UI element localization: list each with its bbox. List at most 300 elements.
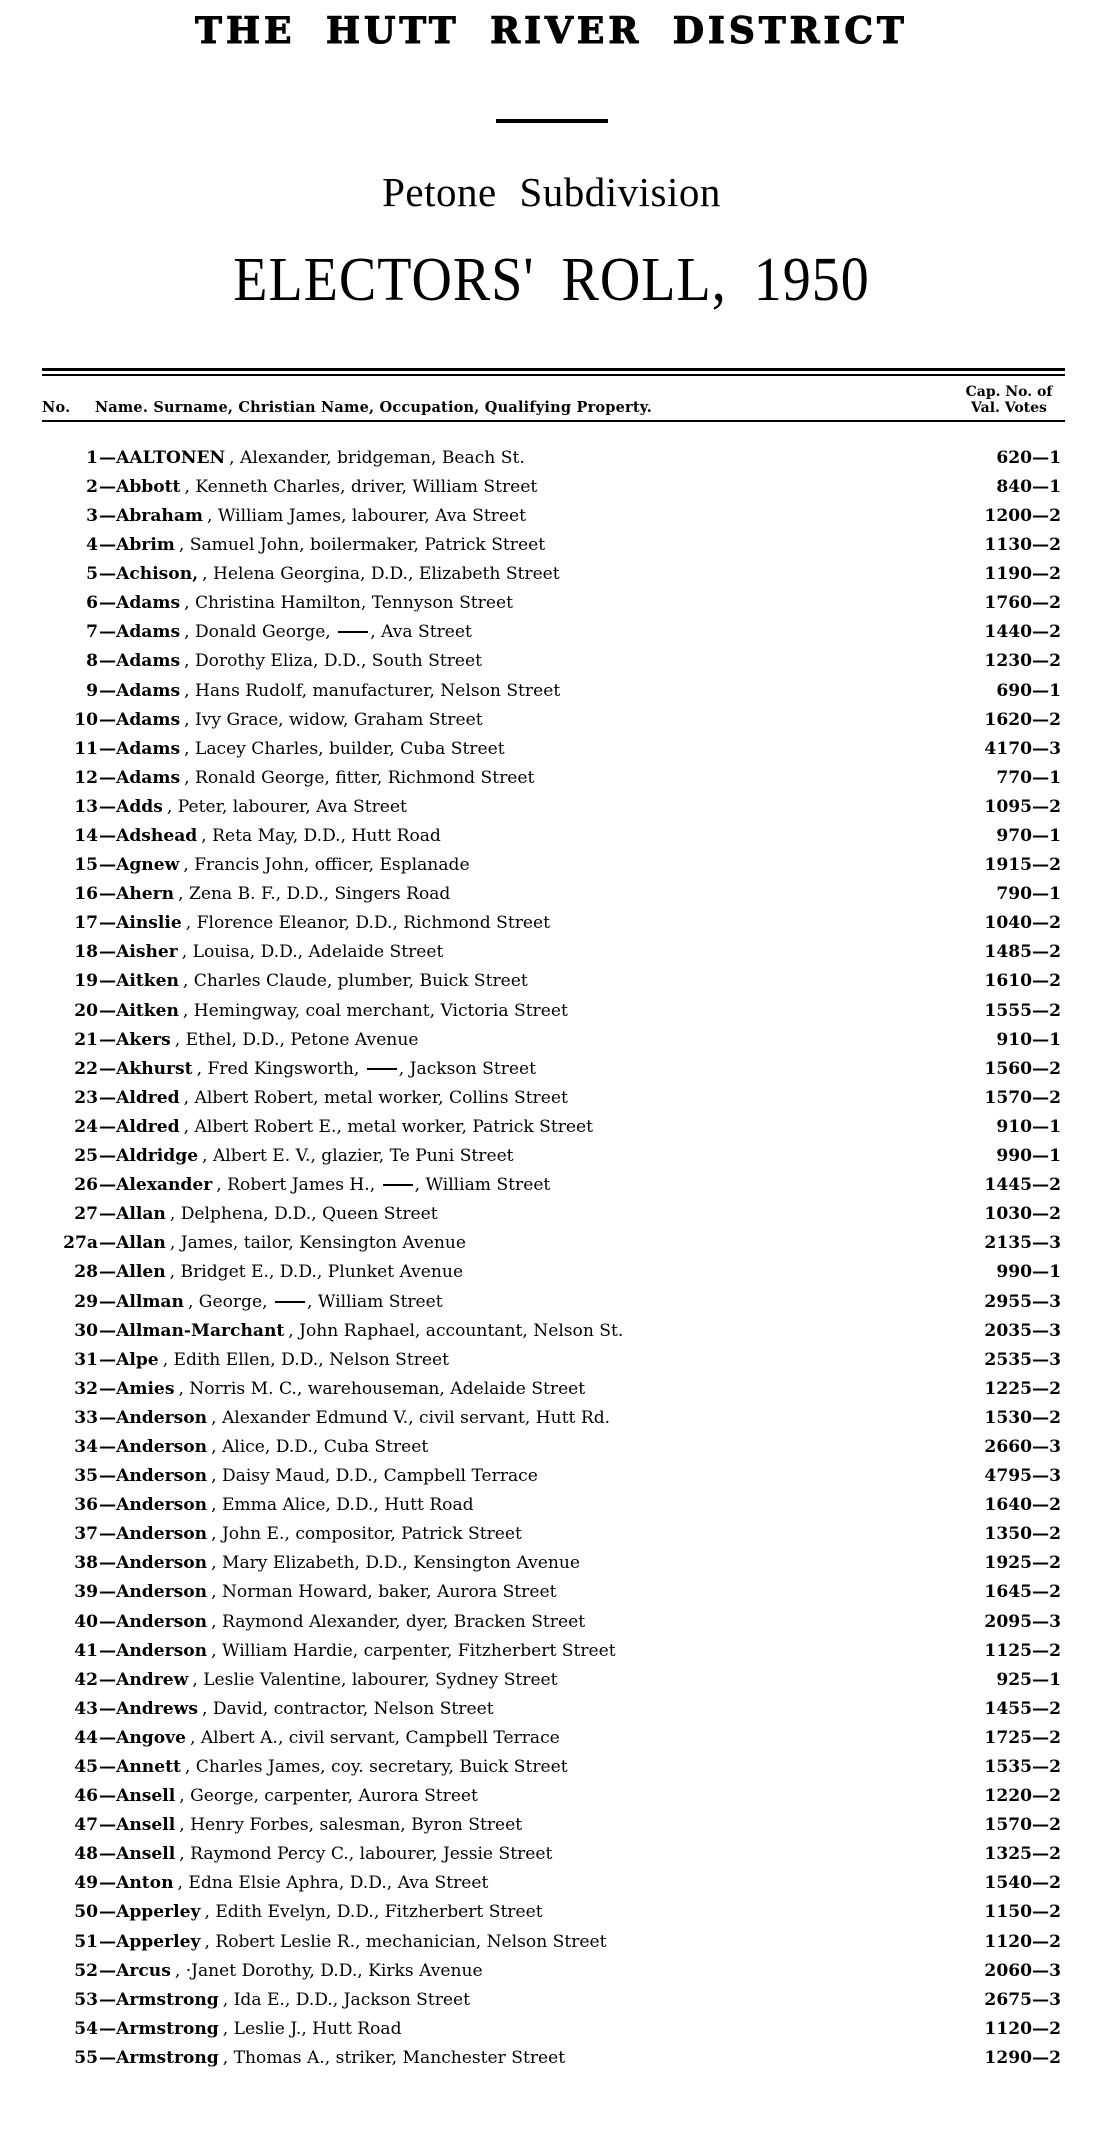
table-row xyxy=(42,1666,1065,1695)
entry-details: , Raymond Alexander, dyer, Bracken Street xyxy=(211,1611,586,1632)
entry-number-dash: — xyxy=(99,884,116,905)
entry-number-dash: — xyxy=(99,476,116,497)
entry-number: 34 xyxy=(74,1436,98,1457)
entry-details: , George, carpenter, Aurora Street xyxy=(179,1786,478,1807)
entry-cap-val-votes: 1485—2 xyxy=(984,942,1061,963)
entry-number: 6 xyxy=(86,593,98,614)
table-row xyxy=(42,1055,1065,1084)
entry-number: 50 xyxy=(74,1902,98,1923)
entry-number-dash: — xyxy=(99,1175,116,1196)
entry-surname: Anton xyxy=(116,1873,174,1894)
entry-cap-val-votes: 1555—2 xyxy=(984,1000,1061,1021)
entry-surname: Ansell xyxy=(116,1815,176,1836)
entry-number: 22 xyxy=(74,1058,98,1079)
entry-number-dash: — xyxy=(99,1873,116,1894)
table-row xyxy=(42,851,1065,880)
entry-surname: Apperley xyxy=(116,1931,201,1952)
table-row xyxy=(42,502,1065,531)
table-top-rule xyxy=(42,368,1065,371)
entry-number: 21 xyxy=(74,1029,98,1050)
table-row xyxy=(42,1753,1065,1782)
entry-details: , William Hardie, carpenter, Fitzherbert Street xyxy=(211,1640,616,1661)
entry-surname: Aldred xyxy=(116,1116,180,1137)
entry-details: , Norman Howard, baker, Aurora Street xyxy=(211,1582,557,1603)
entry-details: , Helena Georgina, D.D., Elizabeth Street xyxy=(202,564,560,585)
entry-cap-val-votes: 1125—2 xyxy=(984,1640,1061,1661)
entry-surname: Akhurst xyxy=(116,1058,193,1079)
entry-details: , Edith Evelyn, D.D., Fitzherbert Street xyxy=(204,1902,543,1923)
entry-details: , Louisa, D.D., Adelaide Street xyxy=(181,942,444,963)
entry-cap-val-votes: 990—1 xyxy=(996,1262,1061,1283)
entry-number-dash: — xyxy=(99,1698,116,1719)
entry-surname: Armstrong xyxy=(116,2018,219,2039)
entry-details: , Fred Kingsworth, , Jackson Street xyxy=(196,1058,536,1079)
entry-cap-val-votes: 1725—2 xyxy=(984,1727,1061,1748)
entry-cap-val-votes: 1200—2 xyxy=(984,505,1061,526)
entry-number-dash: — xyxy=(99,1640,116,1661)
entry-details: , Leslie Valentine, labourer, Sydney Street xyxy=(192,1669,558,1690)
column-header-line-1: Cap. No. of xyxy=(965,383,1053,400)
entry-number: 20 xyxy=(74,1000,98,1021)
entry-number: 40 xyxy=(74,1611,98,1632)
table-row xyxy=(42,618,1065,647)
entry-cap-val-votes: 1915—2 xyxy=(984,855,1061,876)
table-row xyxy=(42,531,1065,560)
entry-surname: Allan xyxy=(116,1204,166,1225)
entry-number: 37 xyxy=(74,1524,98,1545)
table-row xyxy=(42,1957,1065,1986)
table-row xyxy=(42,1782,1065,1811)
entry-number-dash: — xyxy=(99,1931,116,1952)
entry-number-dash: — xyxy=(99,1146,116,1167)
entry-cap-val-votes: 970—1 xyxy=(996,826,1061,846)
entry-cap-val-votes: 1535—2 xyxy=(984,1757,1061,1777)
entry-surname: Allman-Marchant xyxy=(116,1320,285,1341)
entry-number: 23 xyxy=(74,1087,98,1108)
entry-surname: Andrew xyxy=(116,1669,189,1690)
entry-details: , David, contractor, Nelson Street xyxy=(201,1698,494,1719)
entry-number-dash: — xyxy=(99,1582,116,1603)
entry-surname: Adams xyxy=(116,767,181,788)
entry-number-dash: — xyxy=(99,1262,116,1283)
table-row xyxy=(42,1462,1065,1491)
entry-details: , Edith Ellen, D.D., Nelson Street xyxy=(162,1349,449,1370)
entry-cap-val-votes: 1455—2 xyxy=(984,1698,1061,1719)
entry-cap-val-votes: 1120—2 xyxy=(984,1931,1061,1952)
table-row xyxy=(42,1869,1065,1898)
entry-cap-val-votes: 1225—2 xyxy=(984,1378,1061,1399)
table-row xyxy=(42,1375,1065,1404)
entry-number: 41 xyxy=(74,1640,98,1661)
table-row xyxy=(42,2015,1065,2044)
entry-surname: Anderson xyxy=(116,1495,208,1516)
entry-details: , Ronald George, fitter, Richmond Street xyxy=(184,767,535,788)
entry-surname: Armstrong xyxy=(116,2047,219,2068)
entry-details: , Samuel John, boilermaker, Patrick Street xyxy=(178,535,546,556)
entry-number-dash: — xyxy=(99,622,116,643)
entry-surname: Angove xyxy=(116,1727,186,1748)
entry-cap-val-votes: 690—1 xyxy=(996,680,1061,701)
entry-number-dash: — xyxy=(99,1000,116,1021)
entry-number-dash: — xyxy=(99,971,116,992)
entry-number-dash: — xyxy=(99,1902,116,1923)
entry-number: 10 xyxy=(74,709,98,730)
entry-number: 2 xyxy=(86,476,98,497)
omitted-occupation-rule-icon xyxy=(367,1068,397,1070)
table-row xyxy=(42,938,1065,967)
column-header-description: Name. Surname, Christian Name, Occupation, Qualifying Property. xyxy=(94,398,652,416)
entry-cap-val-votes: 1570—2 xyxy=(984,1815,1061,1836)
entry-cap-val-votes: 1640—2 xyxy=(984,1495,1061,1516)
entry-details: , James, tailor, Kensington Avenue xyxy=(169,1233,466,1254)
entry-number: 27a xyxy=(63,1233,98,1254)
entry-cap-val-votes: 790—1 xyxy=(996,884,1061,905)
entry-details: , Ida E., D.D., Jackson Street xyxy=(222,1989,470,2010)
table-row xyxy=(42,1433,1065,1462)
entry-number-dash: — xyxy=(99,1058,116,1079)
entry-surname: Anderson xyxy=(116,1640,208,1661)
table-row xyxy=(42,1578,1065,1607)
entry-cap-val-votes: 1325—2 xyxy=(984,1844,1061,1865)
entry-number-dash: — xyxy=(99,1611,116,1632)
omitted-occupation-rule-icon xyxy=(383,1184,413,1186)
table-row xyxy=(42,1695,1065,1724)
entry-number-dash: — xyxy=(99,1757,116,1777)
entry-details: , Alice, D.D., Cuba Street xyxy=(211,1436,429,1457)
entry-number-dash: — xyxy=(99,651,116,672)
table-row xyxy=(42,1840,1065,1869)
entry-details: , Albert E. V., glazier, Te Puni Street xyxy=(202,1146,514,1167)
entry-details: , ·Janet Dorothy, D.D., Kirks Avenue xyxy=(174,1960,483,1981)
entry-number: 27 xyxy=(74,1204,98,1225)
entry-cap-val-votes: 2955—3 xyxy=(984,1291,1061,1312)
table-row xyxy=(42,706,1065,735)
entry-surname: Arcus xyxy=(116,1960,171,1981)
entry-surname: Aitken xyxy=(116,1000,179,1021)
entry-number: 48 xyxy=(74,1844,98,1865)
entry-cap-val-votes: 1760—2 xyxy=(984,593,1061,614)
entry-number: 7 xyxy=(86,622,98,643)
entry-details: , William James, labourer, Ava Street xyxy=(206,505,526,526)
entry-details: , Charles James, coy. secretary, Buick Street xyxy=(184,1757,568,1777)
entry-details: , Charles Claude, plumber, Buick Street xyxy=(182,971,528,992)
table-row xyxy=(42,1404,1065,1433)
entry-number: 19 xyxy=(74,971,98,992)
entry-cap-val-votes: 925—1 xyxy=(996,1669,1061,1690)
column-header-cap-votes xyxy=(953,384,1065,416)
entry-number-dash: — xyxy=(99,1524,116,1545)
table-row xyxy=(42,735,1065,764)
electors-table xyxy=(42,368,1065,2073)
entry-number-dash: — xyxy=(99,447,116,468)
entry-cap-val-votes: 2095—3 xyxy=(984,1611,1061,1632)
entry-number: 32 xyxy=(74,1378,98,1399)
entry-number: 1 xyxy=(86,447,98,468)
entry-number: 47 xyxy=(74,1815,98,1836)
entry-cap-val-votes: 1030—2 xyxy=(984,1204,1061,1225)
entry-number-dash: — xyxy=(99,1495,116,1516)
entry-cap-val-votes: 1290—2 xyxy=(984,2047,1061,2068)
entry-number: 14 xyxy=(74,826,98,846)
entry-surname: Adams xyxy=(116,709,181,730)
entry-details: , Robert Leslie R., mechanician, Nelson Street xyxy=(204,1931,607,1952)
entry-number-dash: — xyxy=(99,855,116,876)
entry-surname: Aitken xyxy=(116,971,179,992)
entry-number-dash: — xyxy=(99,1786,116,1807)
entry-surname: Alpe xyxy=(116,1349,159,1370)
table-row xyxy=(42,444,1065,473)
entry-details: , John E., compositor, Patrick Street xyxy=(211,1524,522,1545)
entry-cap-val-votes: 1620—2 xyxy=(984,709,1061,730)
entry-number-dash: — xyxy=(99,2047,116,2068)
entry-details: , Christina Hamilton, Tennyson Street xyxy=(184,593,513,614)
entry-surname: Adams xyxy=(116,680,181,701)
entry-number-dash: — xyxy=(99,1844,116,1865)
entry-surname: Amies xyxy=(116,1378,175,1399)
entry-number: 54 xyxy=(74,2018,98,2039)
table-row xyxy=(42,1026,1065,1055)
entry-number: 44 xyxy=(74,1727,98,1748)
table-row xyxy=(42,1288,1065,1317)
entry-cap-val-votes: 1610—2 xyxy=(984,971,1061,992)
entry-details: , Hemingway, coal merchant, Victoria Street xyxy=(182,1000,568,1021)
entry-cap-val-votes: 910—1 xyxy=(996,1029,1061,1050)
entry-number: 46 xyxy=(74,1786,98,1807)
entry-number: 51 xyxy=(74,1931,98,1952)
entry-details: , Florence Eleanor, D.D., Richmond Street xyxy=(185,913,550,934)
entry-details: , Raymond Percy C., labourer, Jessie Street xyxy=(179,1844,553,1865)
table-row xyxy=(42,1811,1065,1840)
table-row xyxy=(42,822,1065,851)
entry-details: , Donald George, , Ava Street xyxy=(184,622,472,643)
entry-surname: Allan xyxy=(116,1233,166,1254)
omitted-occupation-rule-icon xyxy=(275,1301,305,1303)
table-row xyxy=(42,1986,1065,2015)
entry-details: , John Raphael, accountant, Nelson St. xyxy=(288,1320,624,1341)
entry-number: 36 xyxy=(74,1495,98,1516)
entry-number-dash: — xyxy=(99,1669,116,1690)
table-row xyxy=(42,764,1065,793)
entry-number-dash: — xyxy=(99,1436,116,1457)
entry-details: , Kenneth Charles, driver, William Street xyxy=(184,476,538,497)
entry-surname: AALTONEN xyxy=(116,447,226,468)
table-row xyxy=(42,793,1065,822)
entry-number-dash: — xyxy=(99,1407,116,1428)
entry-cap-val-votes: 1645—2 xyxy=(984,1582,1061,1603)
table-header-underline xyxy=(42,420,1065,422)
entry-surname: Achison, xyxy=(116,564,199,585)
entry-number: 17 xyxy=(74,913,98,934)
entry-number: 30 xyxy=(74,1320,98,1341)
table-row xyxy=(42,473,1065,502)
entry-details: , Reta May, D.D., Hutt Road xyxy=(201,826,441,846)
entry-cap-val-votes: 2535—3 xyxy=(984,1349,1061,1370)
entry-number-dash: — xyxy=(99,1233,116,1254)
entry-number-dash: — xyxy=(99,796,116,817)
entry-surname: Anderson xyxy=(116,1407,208,1428)
entry-number: 18 xyxy=(74,942,98,963)
table-row xyxy=(42,1608,1065,1637)
entry-number-dash: — xyxy=(99,1087,116,1108)
entry-surname: Agnew xyxy=(116,855,180,876)
entry-number-dash: — xyxy=(99,505,116,526)
entry-number-dash: — xyxy=(99,593,116,614)
entry-details: , Albert Robert, metal worker, Collins Street xyxy=(183,1087,568,1108)
entry-details: , Emma Alice, D.D., Hutt Road xyxy=(211,1495,474,1516)
table-row xyxy=(42,1084,1065,1113)
entry-surname: Aisher xyxy=(116,942,178,963)
table-row xyxy=(42,560,1065,589)
entry-number-dash: — xyxy=(99,1553,116,1574)
entry-surname: Anderson xyxy=(116,1553,208,1574)
entry-surname: Alexander xyxy=(116,1175,213,1196)
entry-details: , Alexander, bridgeman, Beach St. xyxy=(229,447,525,468)
entry-cap-val-votes: 2135—3 xyxy=(984,1233,1061,1254)
entry-number-dash: — xyxy=(99,1349,116,1370)
entry-surname: Ansell xyxy=(116,1844,176,1865)
entry-details: , Thomas A., striker, Manchester Street xyxy=(222,2047,566,2068)
entry-number: 4 xyxy=(86,535,98,556)
entry-surname: Allen xyxy=(116,1262,166,1283)
entry-cap-val-votes: 1120—2 xyxy=(984,2018,1061,2039)
entry-details: , Ethel, D.D., Petone Avenue xyxy=(174,1029,419,1050)
entry-details: , Delphena, D.D., Queen Street xyxy=(169,1204,438,1225)
table-row xyxy=(42,1520,1065,1549)
entry-details: , Hans Rudolf, manufacturer, Nelson Street xyxy=(184,680,561,701)
entry-cap-val-votes: 2660—3 xyxy=(984,1436,1061,1457)
entry-number-dash: — xyxy=(99,942,116,963)
entry-number: 43 xyxy=(74,1698,98,1719)
entry-number-dash: — xyxy=(99,1291,116,1312)
entry-number: 15 xyxy=(74,855,98,876)
entry-surname: Abbott xyxy=(116,476,181,497)
entry-number-dash: — xyxy=(99,1029,116,1050)
page-title: ELECTORS' ROLL, 1950 xyxy=(233,244,870,315)
entry-cap-val-votes: 910—1 xyxy=(996,1116,1061,1137)
entry-surname: Allman xyxy=(116,1291,184,1312)
entry-number: 25 xyxy=(74,1146,98,1167)
entry-number-dash: — xyxy=(99,767,116,788)
entry-surname: Ainslie xyxy=(116,913,182,934)
entry-surname: Adams xyxy=(116,651,181,672)
table-row xyxy=(42,1724,1065,1753)
entry-cap-val-votes: 4170—3 xyxy=(984,738,1061,759)
entry-details: , Lacey Charles, builder, Cuba Street xyxy=(184,738,505,759)
entry-surname: Anderson xyxy=(116,1436,208,1457)
column-header-no: No. xyxy=(42,398,71,416)
entry-cap-val-votes: 1925—2 xyxy=(984,1553,1061,1574)
column-header-line-2: Val. Votes xyxy=(971,399,1047,416)
entry-details: , Mary Elizabeth, D.D., Kensington Avenue xyxy=(211,1553,581,1574)
entry-surname: Adams xyxy=(116,738,181,759)
entry-number-dash: — xyxy=(99,1815,116,1836)
entry-number-dash: — xyxy=(99,738,116,759)
entry-number-dash: — xyxy=(99,1960,116,1981)
entry-cap-val-votes: 1220—2 xyxy=(984,1786,1061,1807)
entry-number: 3 xyxy=(86,505,98,526)
entry-cap-val-votes: 1095—2 xyxy=(984,796,1061,817)
entry-cap-val-votes: 990—1 xyxy=(996,1146,1061,1167)
entry-number-dash: — xyxy=(99,564,116,585)
entry-cap-val-votes: 840—1 xyxy=(996,476,1061,497)
table-row xyxy=(42,1491,1065,1520)
entry-number: 28 xyxy=(74,1262,98,1283)
entry-surname: Adshead xyxy=(116,826,198,846)
entry-number-dash: — xyxy=(99,2018,116,2039)
table-row xyxy=(42,2044,1065,2073)
entry-cap-val-votes: 1440—2 xyxy=(984,622,1061,643)
entry-details: , Robert James H., , William Street xyxy=(216,1175,551,1196)
entry-number: 9 xyxy=(86,680,98,701)
entry-surname: Annett xyxy=(116,1757,181,1777)
entry-cap-val-votes: 2035—3 xyxy=(984,1320,1061,1341)
entry-number: 52 xyxy=(74,1960,98,1981)
entry-cap-val-votes: 2675—3 xyxy=(984,1989,1061,2010)
entry-surname: Anderson xyxy=(116,1524,208,1545)
table-row xyxy=(42,677,1065,706)
entry-cap-val-votes: 1350—2 xyxy=(984,1524,1061,1545)
entry-number: 11 xyxy=(74,738,98,759)
table-row xyxy=(42,880,1065,909)
table-row xyxy=(42,647,1065,676)
entry-number: 29 xyxy=(74,1291,98,1312)
entry-number-dash: — xyxy=(99,535,116,556)
entry-details: , Ivy Grace, widow, Graham Street xyxy=(184,709,483,730)
entry-number: 35 xyxy=(74,1466,98,1487)
entry-cap-val-votes: 1445—2 xyxy=(984,1175,1061,1196)
table-row xyxy=(42,1200,1065,1229)
masthead-divider xyxy=(0,110,1103,128)
entry-cap-val-votes: 1150—2 xyxy=(984,1902,1061,1923)
table-row xyxy=(42,1171,1065,1200)
entry-number: 42 xyxy=(74,1669,98,1690)
column-header-description-group xyxy=(42,399,953,416)
entry-details: , Norris M. C., warehouseman, Adelaide Street xyxy=(178,1378,586,1399)
table-row xyxy=(42,909,1065,938)
entry-details: , Daisy Maud, D.D., Campbell Terrace xyxy=(211,1466,538,1487)
district-masthead-title: THE HUTT RIVER DISTRICT xyxy=(195,10,908,52)
entry-surname: Anderson xyxy=(116,1611,208,1632)
table-row xyxy=(42,1898,1065,1927)
entry-surname: Aldred xyxy=(116,1087,180,1108)
entry-number: 26 xyxy=(74,1175,98,1196)
entry-surname: Anderson xyxy=(116,1582,208,1603)
entry-details: , Edna Elsie Aphra, D.D., Ava Street xyxy=(177,1873,489,1894)
entry-surname: Aldridge xyxy=(116,1146,199,1167)
entry-details: , Dorothy Eliza, D.D., South Street xyxy=(184,651,482,672)
entry-number-dash: — xyxy=(99,913,116,934)
entry-number-dash: — xyxy=(99,1466,116,1487)
table-row xyxy=(42,1258,1065,1287)
entry-surname: Andrews xyxy=(116,1698,198,1719)
entry-number: 5 xyxy=(86,564,98,585)
entry-number: 24 xyxy=(74,1116,98,1137)
entry-number: 31 xyxy=(74,1349,98,1370)
entry-cap-val-votes: 1040—2 xyxy=(984,913,1061,934)
elector-entry-list xyxy=(42,444,1065,2073)
entry-number: 16 xyxy=(74,884,98,905)
entry-cap-val-votes: 1530—2 xyxy=(984,1407,1061,1428)
entry-cap-val-votes: 4795—3 xyxy=(984,1466,1061,1487)
entry-number: 53 xyxy=(74,1989,98,2010)
table-row xyxy=(42,967,1065,996)
entry-number-dash: — xyxy=(99,1116,116,1137)
table-row xyxy=(42,1317,1065,1346)
entry-details: , Albert A., civil servant, Campbell Terrace xyxy=(189,1727,560,1748)
entry-number: 38 xyxy=(74,1553,98,1574)
entry-details: , Peter, labourer, Ava Street xyxy=(166,796,407,817)
subdivision-title: Petone Subdivision xyxy=(382,168,721,215)
